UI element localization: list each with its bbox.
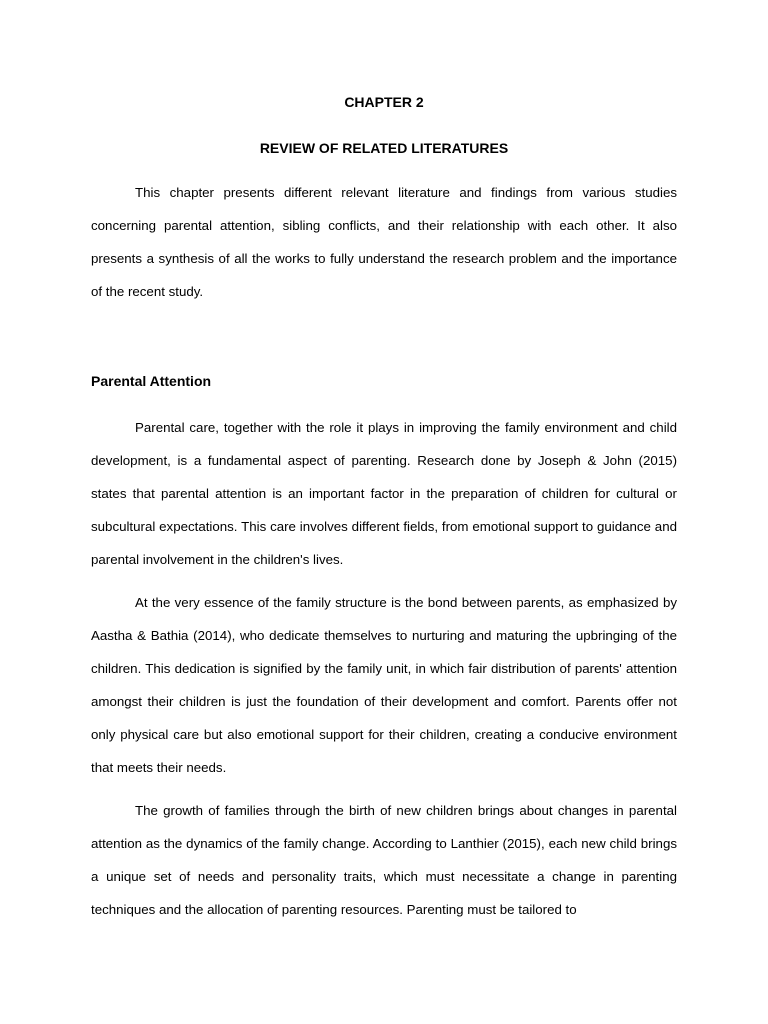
section-heading: Parental Attention: [91, 373, 212, 389]
body-paragraph-3: The growth of families through the birth of new children brings about changes in parental attention as the dynamics of the family change. According to Lanthier (2015), each new child brings a unique set of needs and personality traits, which must necessitate a change in parenting techniques and the allocation of parenting resources. Parenting must be tailored to: [91, 803, 677, 917]
section-body: [91, 411, 677, 926]
body-paragraph-1: Parental care, together with the role it plays in improving the family environment and child development, is a fundamental aspect of parenting. Research done by Joseph & John (2015) states that parental attention is an important factor in the preparation of children for cultural or subcultural expectations. This care involves different fields, from emotional support to guidance and parental involvement in the children's lives.: [91, 420, 677, 567]
chapter-label: CHAPTER 2: [344, 94, 424, 110]
intro-block: [91, 176, 677, 308]
body-paragraph-2: At the very essence of the family structure is the bond between parents, as emphasized by Aastha & Bathia (2014), who dedicate themselves to nurturing and maturing the upbringing of the children. This dedication is signified by the family unit, in which fair distribution of parents' attention amongst their children is just the foundation of their development and comfort. Parents offer not only physical care but also emotional support for their children, creating a conducive environment that meets their needs.: [91, 595, 677, 775]
chapter-title: REVIEW OF RELATED LITERATURES: [259, 140, 509, 156]
intro-paragraph: This chapter presents different relevant literature and findings from various studies concerning parental attention, sibling conflicts, and their relationship with each other. It also presents a synthesis of all the works to fully understand the research problem and the importance of the recent study.: [91, 185, 677, 299]
